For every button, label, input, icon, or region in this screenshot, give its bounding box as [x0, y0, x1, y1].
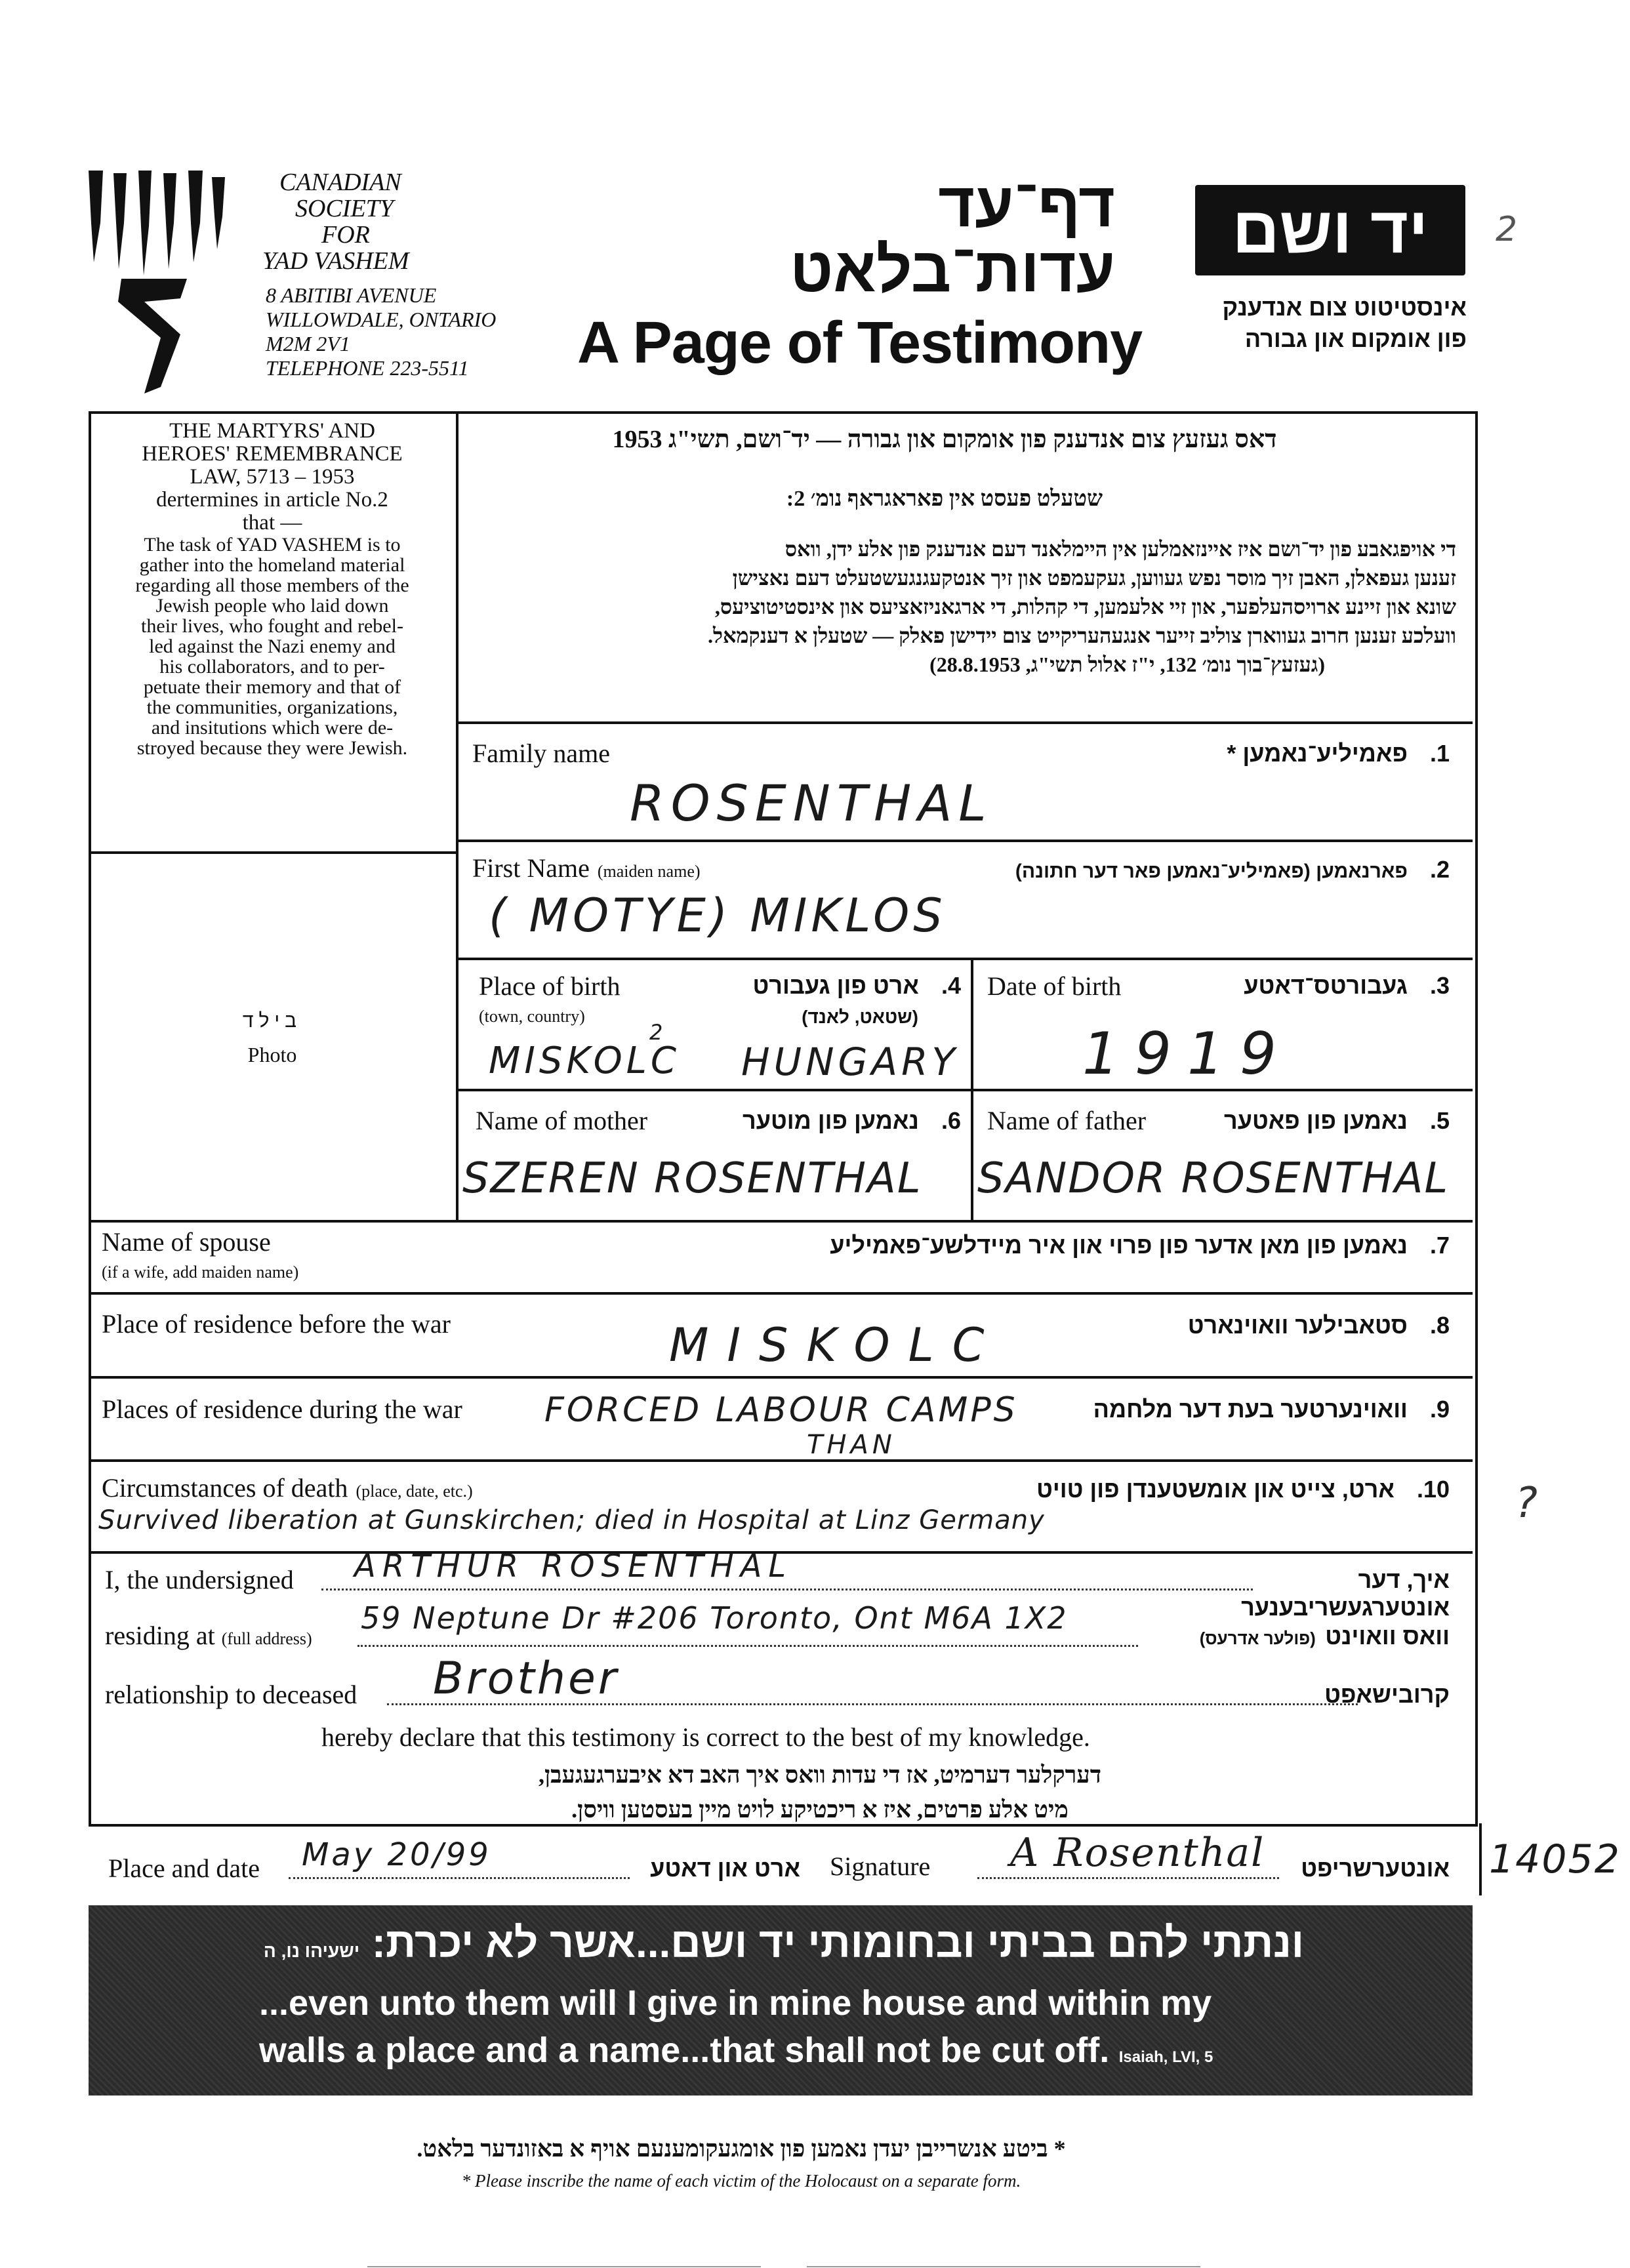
father-label: Name of father: [987, 1106, 1147, 1135]
residing-value: 59 Neptune Dr #206 Toronto, Ont M6A 1X2: [361, 1600, 1068, 1636]
death-heb: [918, 1476, 1450, 1503]
mother-heb: [695, 1107, 961, 1135]
residence-before-value: MISKOLC: [669, 1318, 1003, 1372]
death-label-group: [102, 1472, 473, 1503]
family-name-heb: [984, 740, 1450, 767]
place-of-birth-country: HUNGARY: [741, 1040, 959, 1084]
address-line-1: 8 ABITIBI AVENUE: [266, 283, 437, 307]
law-line-11: led against the Nazi enemy and: [149, 636, 396, 657]
signature-value: A Rosenthal: [1010, 1830, 1265, 1876]
date-of-birth-value: 1919: [1082, 1020, 1292, 1087]
spouse-num: 7.: [1429, 1232, 1450, 1259]
society-line-2: SOCIETY: [295, 195, 394, 222]
residence-during-heb-text: וואוינערטער בעת דער מלחמה: [1093, 1396, 1408, 1423]
scripture-banner: [89, 1905, 1473, 2096]
place-of-birth-heb: [682, 972, 961, 1000]
place-of-birth-mark: 2: [649, 1020, 667, 1045]
law-yiddish-title: דאס געזעץ צום אנדענק פון אומקום און גבורה — יד־ושם, תשי"ג 1953: [612, 426, 1277, 453]
society-name: [262, 169, 433, 274]
title-yiddish-1: דף־עד: [938, 170, 1115, 240]
banner-english-1: ...even unto them will I give in mine house and within my: [259, 1983, 1212, 2023]
spouse-heb-text: נאמען פון מאן אדער פון פרוי און איר מיידלשע־פאמיליע: [830, 1232, 1408, 1259]
first-name-num: 2.: [1429, 856, 1450, 883]
law-line-7: gather into the homeland material: [139, 554, 405, 576]
footnote-english: * Please inscribe the name of each victim of the Holocaust on a separate form.: [461, 2171, 1021, 2191]
undersigned-heb: איך, דער אונטערגעשריבענער: [1241, 1566, 1450, 1621]
title-english: A Page of Testimony: [577, 310, 1143, 376]
mother-value: SZEREN ROSENTHAL: [462, 1154, 922, 1203]
relationship-label: relationship to deceased: [105, 1680, 357, 1709]
institute-line-2: פון אומקום און גבורה: [1244, 325, 1467, 352]
law-line-15: and insitutions which were de-: [151, 717, 394, 739]
residing-label-group: [105, 1620, 312, 1651]
father-value: SANDOR ROSENTHAL: [977, 1154, 1450, 1203]
first-name-heb-text: פארנאמען (פאמיליע־נאמען פאר דער חתונה): [1015, 861, 1408, 882]
first-name-label: First Name: [472, 853, 590, 883]
law-line-4: dertermines in article No.2: [156, 488, 388, 512]
law-line-9: Jewish people who laid down: [155, 595, 389, 617]
death-mark: ?: [1515, 1479, 1541, 1528]
spouse-label: Name of spouse: [102, 1227, 271, 1257]
residing-heb-sub: (פולער אדרעס): [1199, 1629, 1316, 1648]
place-of-birth-num: 4.: [941, 972, 961, 999]
date-of-birth-num: 3.: [1429, 972, 1450, 999]
banner-english-ref: Isaiah, LVI, 5: [1118, 2048, 1213, 2066]
date-of-birth-label: Date of birth: [987, 971, 1122, 1001]
spouse-heb: [689, 1232, 1450, 1259]
law-line-5: that —: [242, 511, 302, 535]
law-line-14: the communities, organizations,: [146, 697, 398, 718]
first-name-label-group: [472, 853, 701, 883]
yad-vashem-logo-text: יד ושם: [1232, 193, 1429, 267]
title-yiddish-2: עדות־בלאט: [790, 235, 1115, 305]
banner-hebrew-row: [167, 1918, 1400, 1967]
banner-hebrew: ונתתי להם בביתי ובחומותי יד ושם...אשר לא יכרת:: [371, 1919, 1305, 1966]
law-line-10: their lives, who fought and rebel-: [141, 615, 403, 637]
law-line-13: petuate their memory and that of: [143, 676, 401, 698]
date-of-birth-heb-text: געבורטס־דאטע: [1244, 972, 1408, 999]
banner-english-2: walls a place and a name...that shall not be cut off.: [259, 2031, 1110, 2070]
law-line-3: LAW, 5713 – 1953: [190, 465, 355, 489]
death-sub: (place, date, etc.): [356, 1482, 473, 1501]
signature-heb: אונטערשריפט: [1301, 1855, 1450, 1882]
address-line-3: M2M 2V1: [266, 332, 350, 355]
law-line-16: stroyed because they were Jewish.: [136, 737, 408, 759]
residence-before-label: Place of residence before the war: [102, 1309, 451, 1339]
photo-label: Photo: [247, 1043, 297, 1066]
residence-during-heb: [1017, 1396, 1450, 1423]
law-line-1: THE MARTYRS' AND: [169, 419, 375, 443]
place-of-birth-heb-text: ארט פון געבורט: [752, 972, 919, 999]
address-line-2: WILLOWDALE, ONTARIO: [266, 308, 497, 331]
residence-during-value-2: THAN: [807, 1430, 896, 1460]
law-yid-line-3: שונא און זיינע ארויסהעלפער, און זיי אלעמען, די קהלות, די ארגאניזאציעס און אינסטיטוציעס,: [714, 595, 1456, 618]
residence-before-heb-text: סטאבילער וואוינארט: [1187, 1312, 1408, 1339]
death-value: Survived liberation at Gunskirchen; died in Hospital at Linz Germany: [98, 1505, 1045, 1535]
address-line-4: TELEPHONE 223-5511: [266, 356, 469, 380]
residing-heb: וואס וואוינט: [1325, 1623, 1450, 1650]
spouse-sub: (if a wife, add maiden name): [102, 1263, 299, 1282]
banner-english-row-2: [259, 2030, 1213, 2071]
residence-during-value: FORCED LABOUR CAMPS: [544, 1390, 1018, 1430]
father-heb: [1220, 1107, 1450, 1135]
place-date-value: May 20/99: [302, 1836, 491, 1873]
place-of-birth-heb-sub: (שטאט, לאנד): [802, 1007, 918, 1027]
death-heb-text: ארט, צייט און אומשטענדן פון טויט: [1036, 1476, 1395, 1503]
death-num: 10.: [1416, 1476, 1450, 1503]
law-yid-line-4: וועלכע זענען חרוב געווארן צוליב זייער אנגעהעריקייט צום יידישן פאלק — שטעלן א דענקמאל.: [707, 624, 1456, 647]
law-line-6: The task of YAD VASHEM is to: [144, 534, 401, 556]
undersigned-label: I, the undersigned: [105, 1565, 294, 1594]
family-name-num: 1.: [1429, 740, 1450, 767]
yad-vashem-logo: [1195, 185, 1465, 275]
banner-hebrew-ref: ישעיהו נו, ה: [263, 1941, 360, 1961]
law-english: [98, 420, 446, 758]
family-name-heb-text: פאמיליע־נאמען *: [1227, 740, 1408, 767]
residence-before-num: 8.: [1429, 1312, 1450, 1339]
family-name-value: ROSENTHAL: [630, 774, 993, 832]
law-yiddish-body: [472, 535, 1456, 679]
place-of-birth-label: Place of birth: [479, 971, 621, 1001]
family-name-label: Family name: [472, 739, 610, 768]
signature-label: Signature: [830, 1852, 931, 1881]
society-address: [266, 283, 541, 380]
residing-label: residing at: [105, 1621, 215, 1650]
menorah-logo: [82, 164, 233, 400]
law-yid-line-2: זענען געפאלן, האבן זיך מוסר נפש געווען, געקעמפט און זיך אנטקעגנגעשטעלט דעם נאצישן: [732, 566, 1456, 590]
father-num: 5.: [1429, 1107, 1450, 1134]
mother-label: Name of mother: [476, 1106, 648, 1135]
relationship-heb: קרובישאפט: [1324, 1681, 1450, 1708]
law-yid-line-5: (געזעץ־בוך נומ׳ 132, י"ז אלול תשי"ג, 28.8.1953): [929, 653, 1325, 676]
declaration-heb-1: דערקלער דערמיט, אז די עדות וואס איך האב דא איבערגעגעבן,: [538, 1762, 1102, 1788]
relationship-value: Brother: [433, 1653, 619, 1705]
date-of-birth-heb: [1220, 972, 1450, 1000]
footnote-yiddish: * ביטע אנשרייבן יעדן נאמען פון אומגעקומענעם אויף א באזונדער בלאט.: [417, 2136, 1066, 2162]
photo-heb: בילד: [242, 1010, 302, 1032]
society-line-4: YAD VASHEM: [262, 247, 409, 275]
residing-sub: (full address): [221, 1629, 312, 1648]
first-name-heb: [853, 856, 1450, 883]
residence-during-label: Places of residence during the war: [102, 1394, 462, 1424]
corner-mark: 2: [1496, 210, 1522, 249]
law-line-8: regarding all those members of the: [135, 575, 409, 596]
first-name-value: ( MOTYE) MIKLOS: [489, 889, 947, 942]
place-of-birth-town: MISKOLC: [489, 1040, 680, 1082]
mother-heb-text: נאמען פון מוטער: [742, 1107, 919, 1134]
place-date-label: Place and date: [108, 1853, 260, 1883]
residence-before-heb: [1049, 1312, 1450, 1339]
law-yiddish-sub: שטעלט פעסט אין פאראגראף נומ׳ 2:: [786, 487, 1103, 511]
undersigned-value: ARTHUR ROSENTHAL: [354, 1548, 793, 1585]
side-number: 14052: [1489, 1836, 1621, 1882]
law-line-12: his collaborators, and to per-: [159, 656, 385, 678]
law-yid-line-1: די אויפגאבע פון יד־ושם איז איינזאמלען אין היימלאנד דעם אנדענק פון אלע ידן, וואס: [784, 537, 1456, 561]
place-date-heb: ארט און דאטע: [650, 1855, 800, 1882]
institute-line-1: אינסטיטוט צום אנדענק: [1222, 294, 1467, 321]
father-heb-text: נאמען פון פאטער: [1223, 1107, 1408, 1134]
law-line-2: HEROES' REMEMBRANCE: [142, 442, 403, 466]
declaration-text: hereby declare that this testimony is correct to the best of my knowledge.: [321, 1722, 1090, 1752]
residence-during-num: 9.: [1429, 1396, 1450, 1423]
residing-heb-group: [1141, 1623, 1450, 1650]
place-of-birth-sub: (town, country): [479, 1007, 585, 1026]
first-name-sub: (maiden name): [597, 862, 701, 881]
mother-num: 6.: [941, 1107, 961, 1134]
society-line-3: FOR: [321, 221, 370, 249]
society-line-1: CANADIAN: [279, 169, 401, 196]
death-label: Circumstances of death: [102, 1473, 348, 1503]
declaration-heb-2: מיט אלע פרטים, איז א ריכטיקע לויט מיין בעסטען וויסן.: [571, 1796, 1069, 1823]
